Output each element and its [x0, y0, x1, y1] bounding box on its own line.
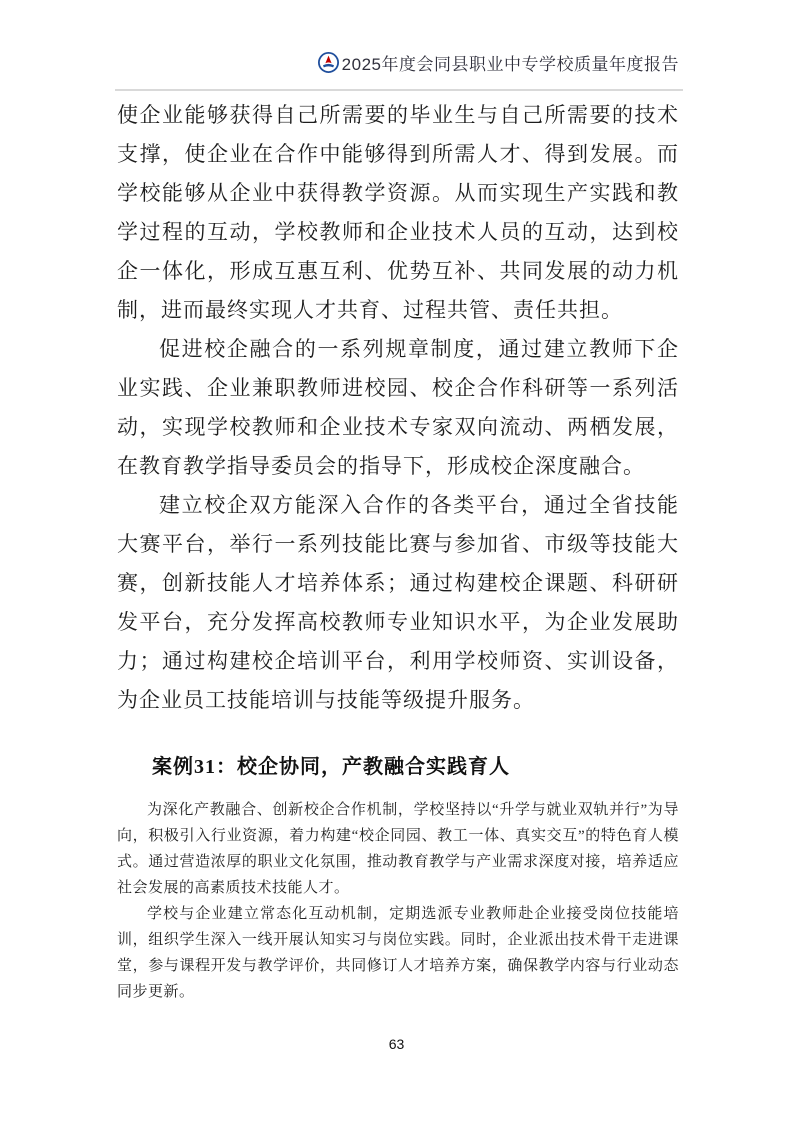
- header-title: 2025年度会同县职业中专学校质量年度报告: [341, 55, 679, 74]
- page-header: [117, 50, 679, 75]
- case-paragraph-1: 为深化产教融合、创新校企合作机制，学校坚持以“升学与就业双轨并行”为导向，积极引入行业资源，着力构建“校企同园、教工一体、真实交互”的特色育人模式。通过营造浓厚的职业文化氛围，推动教育教学与产业需求深度对接，培养适应社会发展的高素质技术技能人才。: [117, 802, 679, 896]
- case-study-heading: 案例31：校企协同，产教融合实践育人: [152, 756, 510, 778]
- paragraph-2: 促进校企融合的一系列规章制度，通过建立教师下企业实践、企业兼职教师进校园、校企合作科研等一系列活动，实现学校教师和企业技术专家双向流动、两栖发展，在教育教学指导委员会的指导下，形成校企深度融合。: [117, 337, 679, 478]
- school-emblem-icon: [318, 52, 339, 73]
- page-number: 63: [388, 1036, 405, 1052]
- document-body: [117, 96, 679, 1005]
- case-paragraph-2: 学校与企业建立常态化互动机制，定期选派专业教师赴企业接受岗位技能培训，组织学生深入一线开展认知实习与岗位实践。同时，企业派出技术骨干走进课堂，参与课程开发与教学评价，共同修订人才培养方案，确保教学内容与行业动态同步更新。: [117, 906, 679, 1000]
- paragraph-3: 建立校企双方能深入合作的各类平台，通过全省技能大赛平台，举行一系列技能比赛与参加省、市级等技能大赛，创新技能人才培养体系；通过构建校企课题、科研研发平台，充分发挥高校教师专业知识水平，为企业发展助力；通过构建校企培训平台，利用学校师资、实训设备，为企业员工技能培训与技能等级提升服务。: [117, 493, 679, 712]
- header-divider: [115, 89, 683, 91]
- paragraph-1: 使企业能够获得自己所需要的毕业生与自己所需要的技术支撑，使企业在合作中能够得到所需人才、得到发展。而学校能够从企业中获得教学资源。从而实现生产实践和教学过程的互动，学校教师和企业技术人员的互动，达到校企一体化，形成互惠互利、优势互补、共同发展的动力机制，进而最终实现人才共育、过程共管、责任共担。: [117, 103, 679, 322]
